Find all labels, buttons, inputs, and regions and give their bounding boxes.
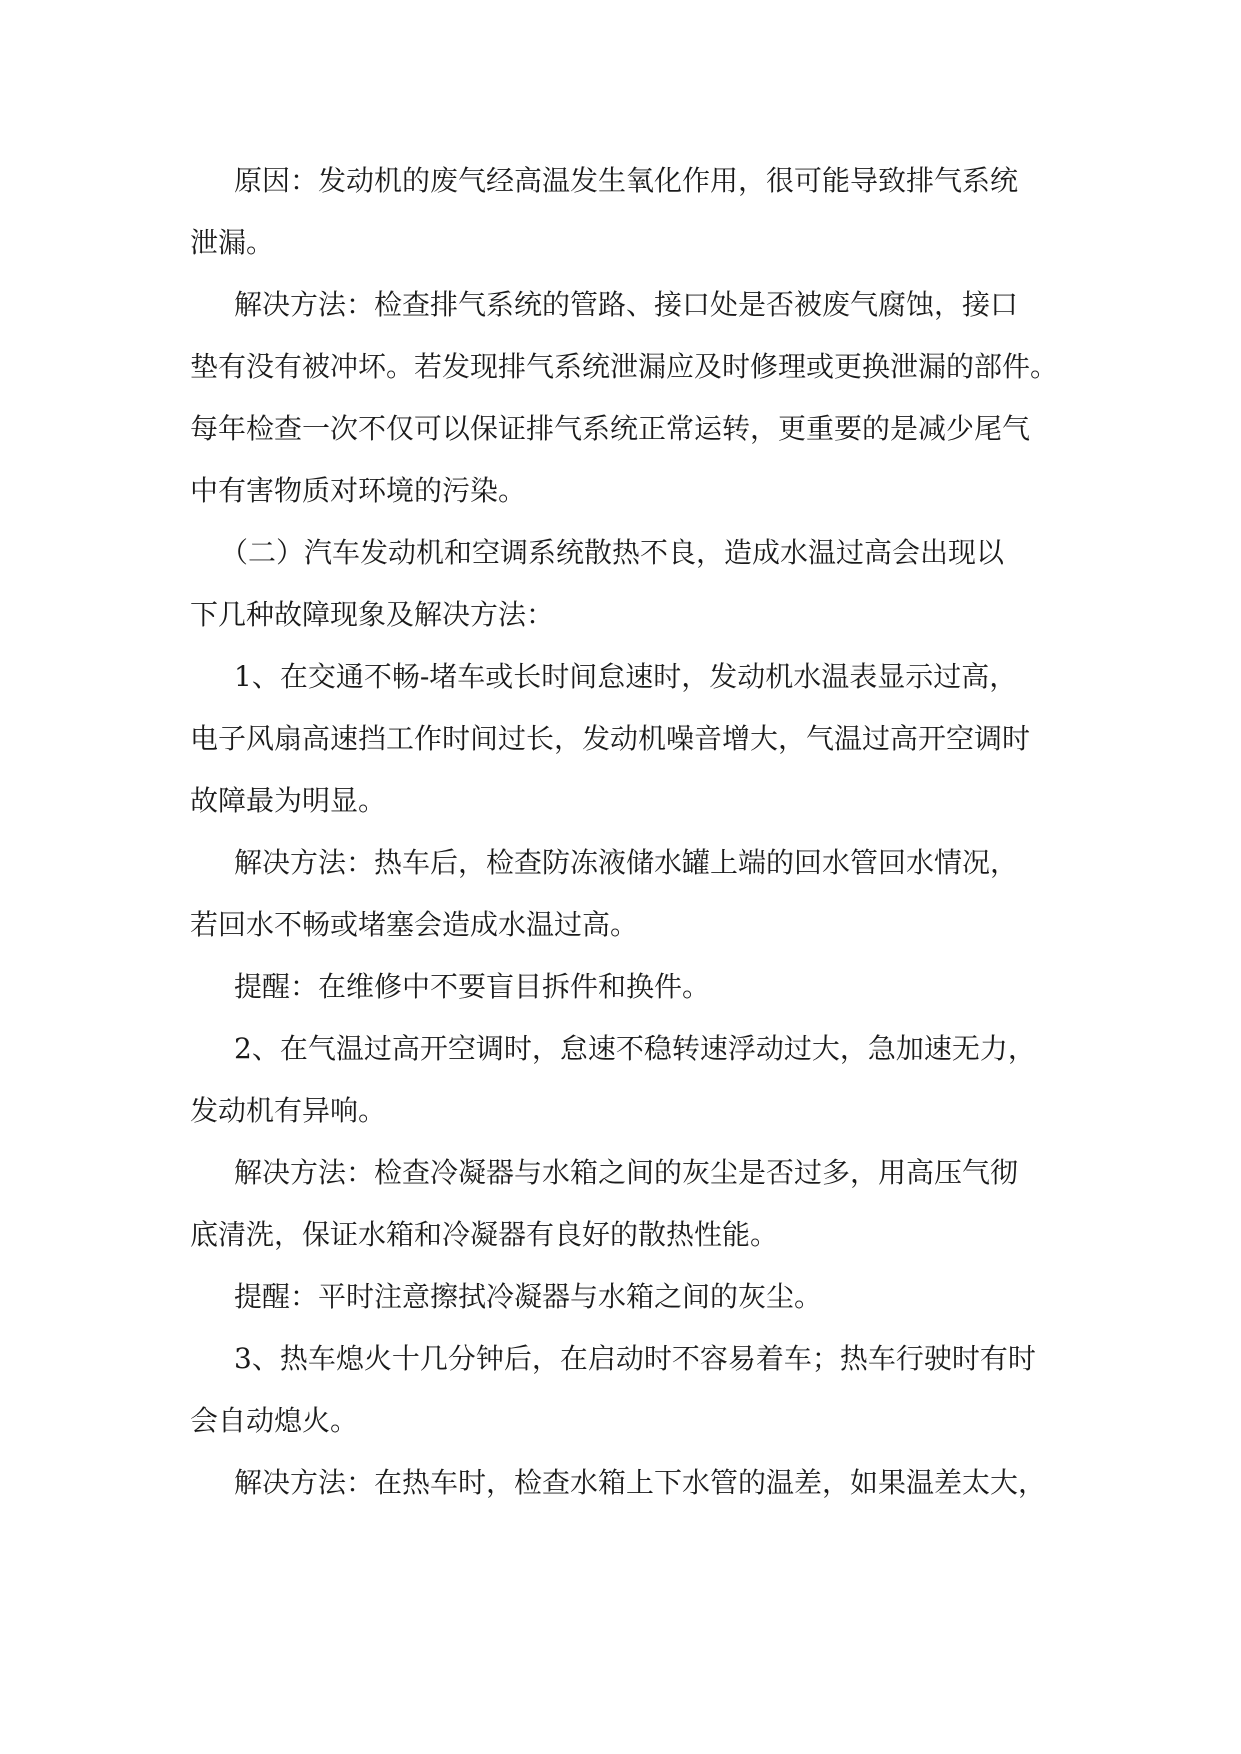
- text-line: 提醒：平时注意擦拭冷凝器与水箱之间的灰尘。: [234, 1280, 823, 1313]
- text-line: 垫有没有被冲坏。若发现排气系统泄漏应及时修理或更换泄漏的部件。: [190, 350, 1059, 383]
- text-line: 底清洗，保证水箱和冷凝器有良好的散热性能。: [190, 1218, 779, 1251]
- text-line: 故障最为明显。: [190, 784, 387, 817]
- paragraph-reminder-1: [190, 956, 1060, 1018]
- paragraph-solution-1: [190, 832, 1060, 956]
- paragraph-solution-2: [190, 1142, 1060, 1266]
- text-line: 解决方法：在热车时，检查水箱上下水管的温差，如果温差太大，: [234, 1466, 1047, 1499]
- paragraph-item-1: [190, 646, 1060, 832]
- text-line: 解决方法：热车后，检查防冻液储水罐上端的回水管回水情况，: [234, 846, 1019, 879]
- paragraph-item-3: [190, 1328, 1060, 1452]
- document-page: [190, 150, 1060, 1514]
- text-line: 原因：发动机的废气经高温发生氧化作用，很可能导致排气系统: [234, 164, 1019, 197]
- paragraph-solution-exhaust: [190, 274, 1060, 522]
- text-line: 每年检查一次不仅可以保证排气系统正常运转，更重要的是减少尾气: [190, 412, 1031, 445]
- paragraph-item-2: [190, 1018, 1060, 1142]
- paragraph-cause: [190, 150, 1060, 274]
- text-line: 解决方法：检查排气系统的管路、接口处是否被废气腐蚀，接口: [234, 288, 1019, 321]
- text-line: 1、在交通不畅-堵车或长时间怠速时，发动机水温表显示过高，: [234, 660, 1018, 693]
- text-line: （二）汽车发动机和空调系统散热不良，造成水温过高会出现以: [220, 536, 1005, 569]
- paragraph-section-two-heading: [190, 522, 1060, 646]
- text-line: 泄漏。: [190, 226, 275, 259]
- text-line: 若回水不畅或堵塞会造成水温过高。: [190, 908, 639, 941]
- text-line: 2、在气温过高开空调时，怠速不稳转速浮动过大，急加速无力，: [234, 1032, 1036, 1065]
- text-line: 发动机有异响。: [190, 1094, 387, 1127]
- text-line: 提醒：在维修中不要盲目拆件和换件。: [234, 970, 711, 1003]
- paragraph-solution-3: [190, 1452, 1060, 1514]
- text-line: 中有害物质对环境的污染。: [190, 474, 527, 507]
- text-line: 会自动熄火。: [190, 1404, 359, 1437]
- text-line: 3、热车熄火十几分钟后，在启动时不容易着车；热车行驶时有时: [234, 1342, 1036, 1375]
- text-line: 下几种故障现象及解决方法：: [190, 598, 555, 631]
- text-line: 解决方法：检查冷凝器与水箱之间的灰尘是否过多，用高压气彻: [234, 1156, 1019, 1189]
- paragraph-reminder-2: [190, 1266, 1060, 1328]
- text-line: 电子风扇高速挡工作时间过长，发动机噪音增大，气温过高开空调时: [190, 722, 1031, 755]
